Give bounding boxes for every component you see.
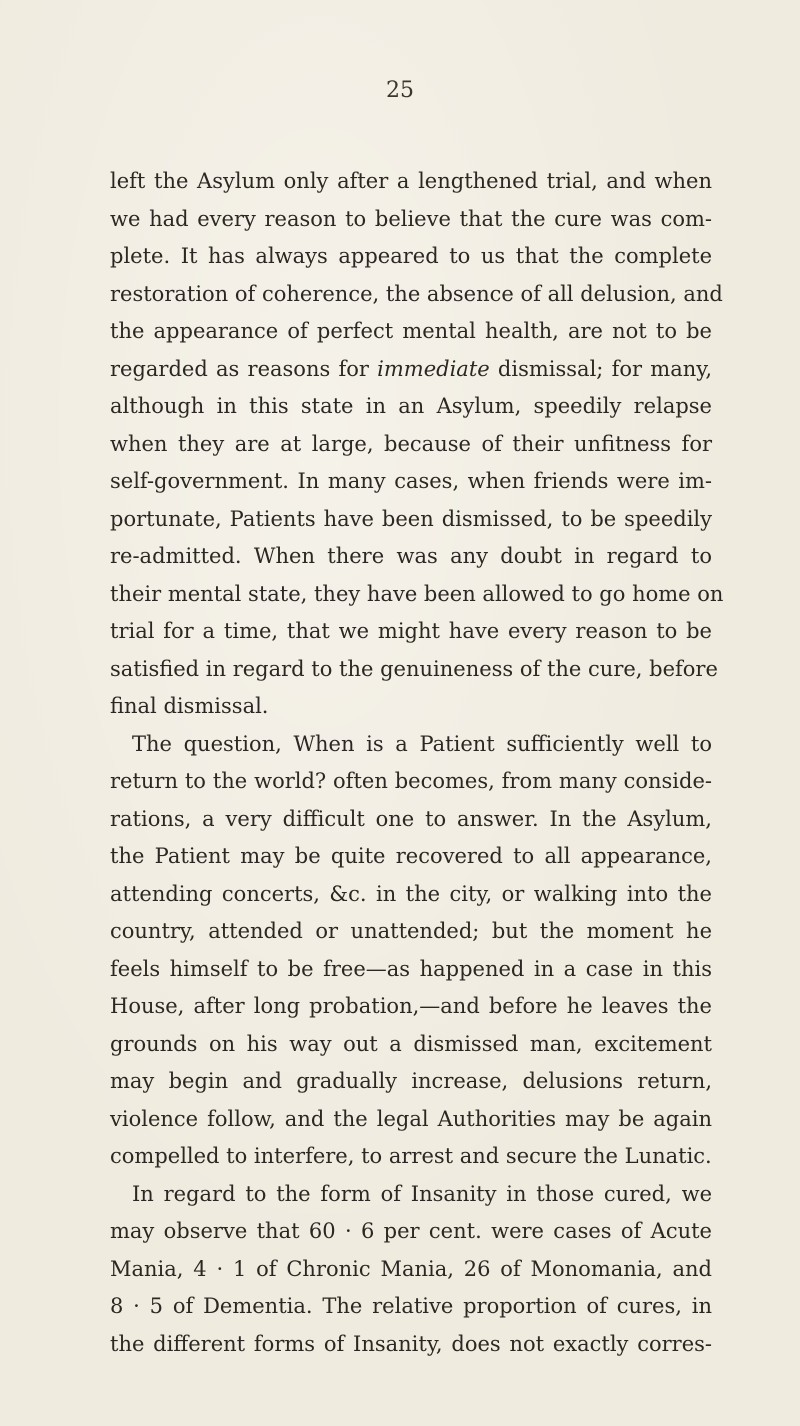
text-line: Mania, 4 · 1 of Chronic Mania, 26 of Monomania, and: [110, 1256, 712, 1281]
text-line: grounds on his way out a dismissed man, excitement: [110, 1031, 712, 1056]
text-line: the appearance of perfect mental health, are not to be: [110, 319, 712, 343]
text-line: portunate, Patients have been dismissed, to be speedily: [110, 506, 712, 531]
text-line: compelled to interfere, to arrest and secure the Lunatic.: [110, 1144, 712, 1168]
text-line: rations, a very difficult one to answer. In the Asylum,: [110, 806, 712, 831]
page-number: 25: [386, 78, 414, 103]
italic-text: immediate: [377, 356, 490, 381]
text-line: restoration of coherence, the absence of all delusion, and: [110, 281, 723, 306]
text-line: violence follow, and the legal Authorities may be again: [110, 1106, 712, 1131]
text-run: regarded as reasons for: [110, 356, 378, 381]
text-line: In regard to the form of Insanity in those cured, we: [132, 1181, 712, 1206]
text-line: when they are at large, because of their unfitness for: [110, 431, 712, 456]
text-run: dismissal; for many,: [489, 356, 712, 381]
body-text: [110, 163, 724, 1363]
text-line: may observe that 60 · 6 per cent. were cases of Acute: [110, 1219, 712, 1243]
text-line: final dismissal.: [110, 694, 269, 718]
text-line: trial for a time, that we might have every reason to be: [110, 619, 712, 643]
text-line: plete. It has always appeared to us that the complete: [110, 244, 712, 268]
text-line: re-admitted. When there was any doubt in regard to: [110, 544, 712, 568]
text-line: The question, When is a Patient sufficiently well to: [132, 731, 712, 756]
text-line: may begin and gradually increase, delusions return,: [110, 1069, 712, 1093]
text-line: return to the world? often becomes, from many conside-: [110, 769, 712, 793]
text-line: [110, 351, 712, 389]
text-line: we had every reason to believe that the cure was com-: [110, 206, 712, 231]
text-line: House, after long probation,—and before he leaves the: [110, 994, 712, 1018]
text-line: their mental state, they have been allowed to go home on: [110, 581, 724, 606]
text-line: satisfied in regard to the genuineness of the cure, before: [110, 656, 718, 681]
text-line: 8 · 5 of Dementia. The relative proportion of cures, in: [110, 1294, 712, 1318]
text-line: country, attended or unattended; but the moment he: [110, 919, 712, 943]
text-line: feels himself to be free—as happened in a case in this: [110, 956, 712, 981]
text-line: attending concerts, &c. in the city, or walking into the: [110, 881, 712, 906]
text-line: although in this state in an Asylum, speedily relapse: [110, 394, 712, 418]
text-line: the Patient may be quite recovered to all appearance,: [110, 844, 712, 868]
text-line: the different forms of Insanity, does not exactly corres-: [110, 1331, 712, 1356]
text-line: left the Asylum only after a lengthened trial, and when: [110, 169, 712, 193]
text-line: self-government. In many cases, when friends were im-: [110, 469, 712, 493]
